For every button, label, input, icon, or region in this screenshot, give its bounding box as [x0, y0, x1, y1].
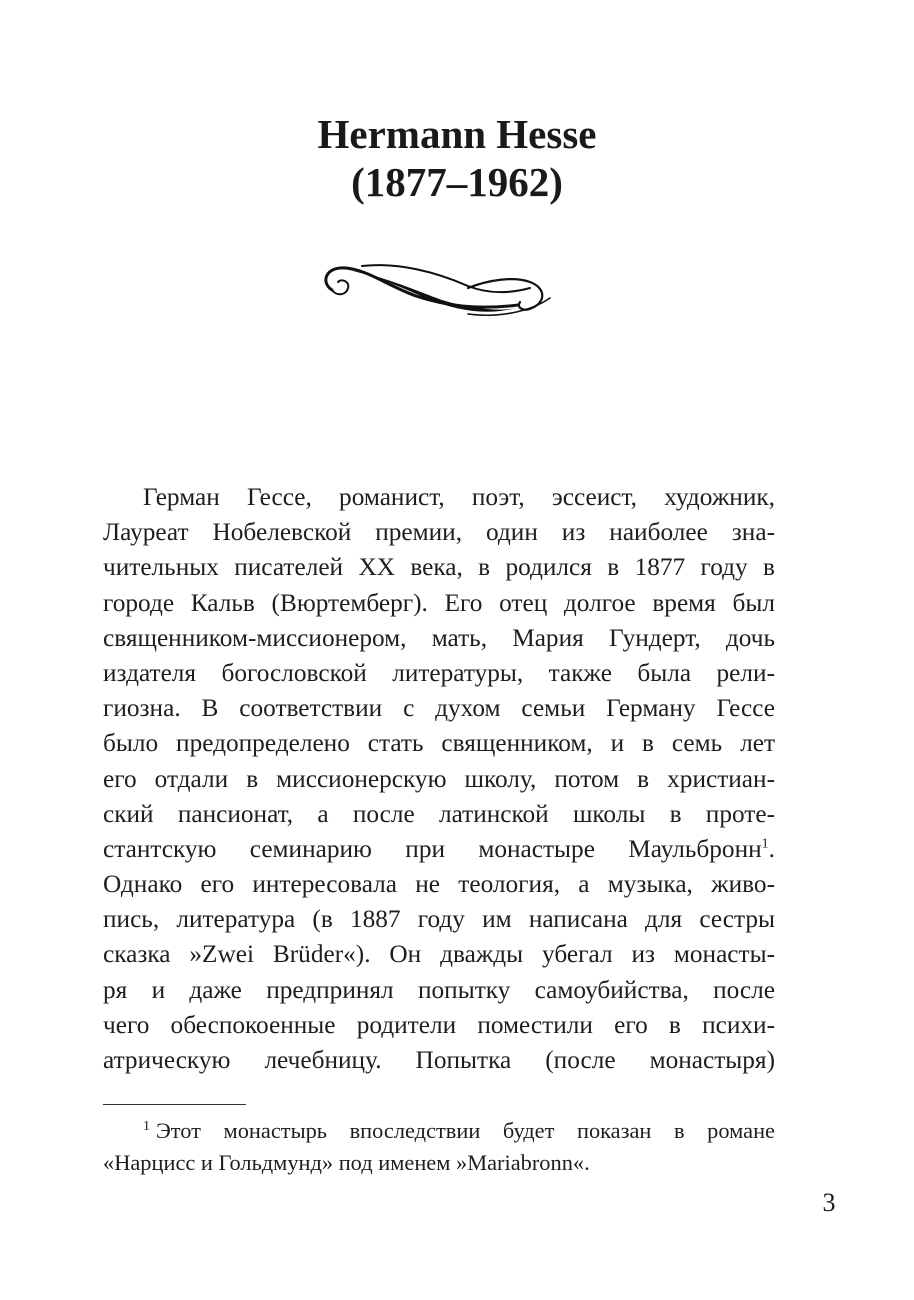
text-line: атрическую лечебницу. Попытка (после монастыря)	[103, 1046, 775, 1074]
footnote-line: «Нарцисс и Гольдмунд» под именем »Mariabronn«.	[103, 1150, 590, 1175]
page-number: 3	[822, 1188, 836, 1217]
text-line: издателя богословской литературы, также была рели-	[103, 658, 775, 687]
flourish-divider-icon	[318, 258, 558, 328]
text-line: ря и даже предпринял попытку самоубийства, после	[103, 975, 775, 1004]
text-line: его отдали в миссионерскую школу, потом в христиан-	[103, 764, 775, 793]
text-line: Лауреат Нобелевской премии, один из наиболее зна-	[103, 518, 775, 547]
text-line: чительных писателей XX века, в родился в 1877 году в	[103, 553, 775, 582]
biography-paragraph	[103, 480, 775, 1078]
text-line: пись, литература (в 1887 году им написана для сестры	[103, 905, 775, 934]
footnote-divider	[103, 1104, 246, 1105]
text-line: было предопределено стать священником, и в семь лет	[103, 729, 775, 758]
footnote-text: Этот монастырь впоследствии будет показан в романе	[156, 1118, 775, 1143]
text-line: Однако его интересовала не теология, а музыка, живо-	[103, 870, 775, 899]
text-line: Герман Гессе, романист, поэт, эссеист, художник,	[143, 483, 775, 511]
text-line-segment: стантскую семинарию при монастыре Маульбронн	[103, 834, 762, 863]
text-line: священником-миссионером, мать, Мария Гундерт, дочь	[103, 623, 775, 652]
text-line: городе Кальв (Вюртемберг). Его отец долгое время был	[103, 588, 775, 617]
text-line-punctuation: .	[768, 834, 775, 863]
footnote-line	[103, 1115, 775, 1147]
author-name-heading: Hermann Hesse	[317, 111, 597, 157]
life-years-heading: (1877–1962)	[351, 159, 563, 205]
text-line: сказка »Zwei Brüder«). Он дважды убегал из монасты-	[103, 940, 775, 969]
footnote	[103, 1115, 775, 1179]
text-line-with-footnote	[103, 832, 775, 867]
footnote-reference[interactable]: 1	[761, 836, 769, 852]
footnote-number: 1	[143, 1118, 150, 1134]
text-line: ский пансионат, а после латинской школы в проте-	[103, 799, 775, 828]
text-line: гиозна. В соответствии с духом семьи Герману Гессе	[103, 694, 775, 723]
text-line: чего обеспокоенные родители поместили его в психи-	[103, 1010, 775, 1039]
